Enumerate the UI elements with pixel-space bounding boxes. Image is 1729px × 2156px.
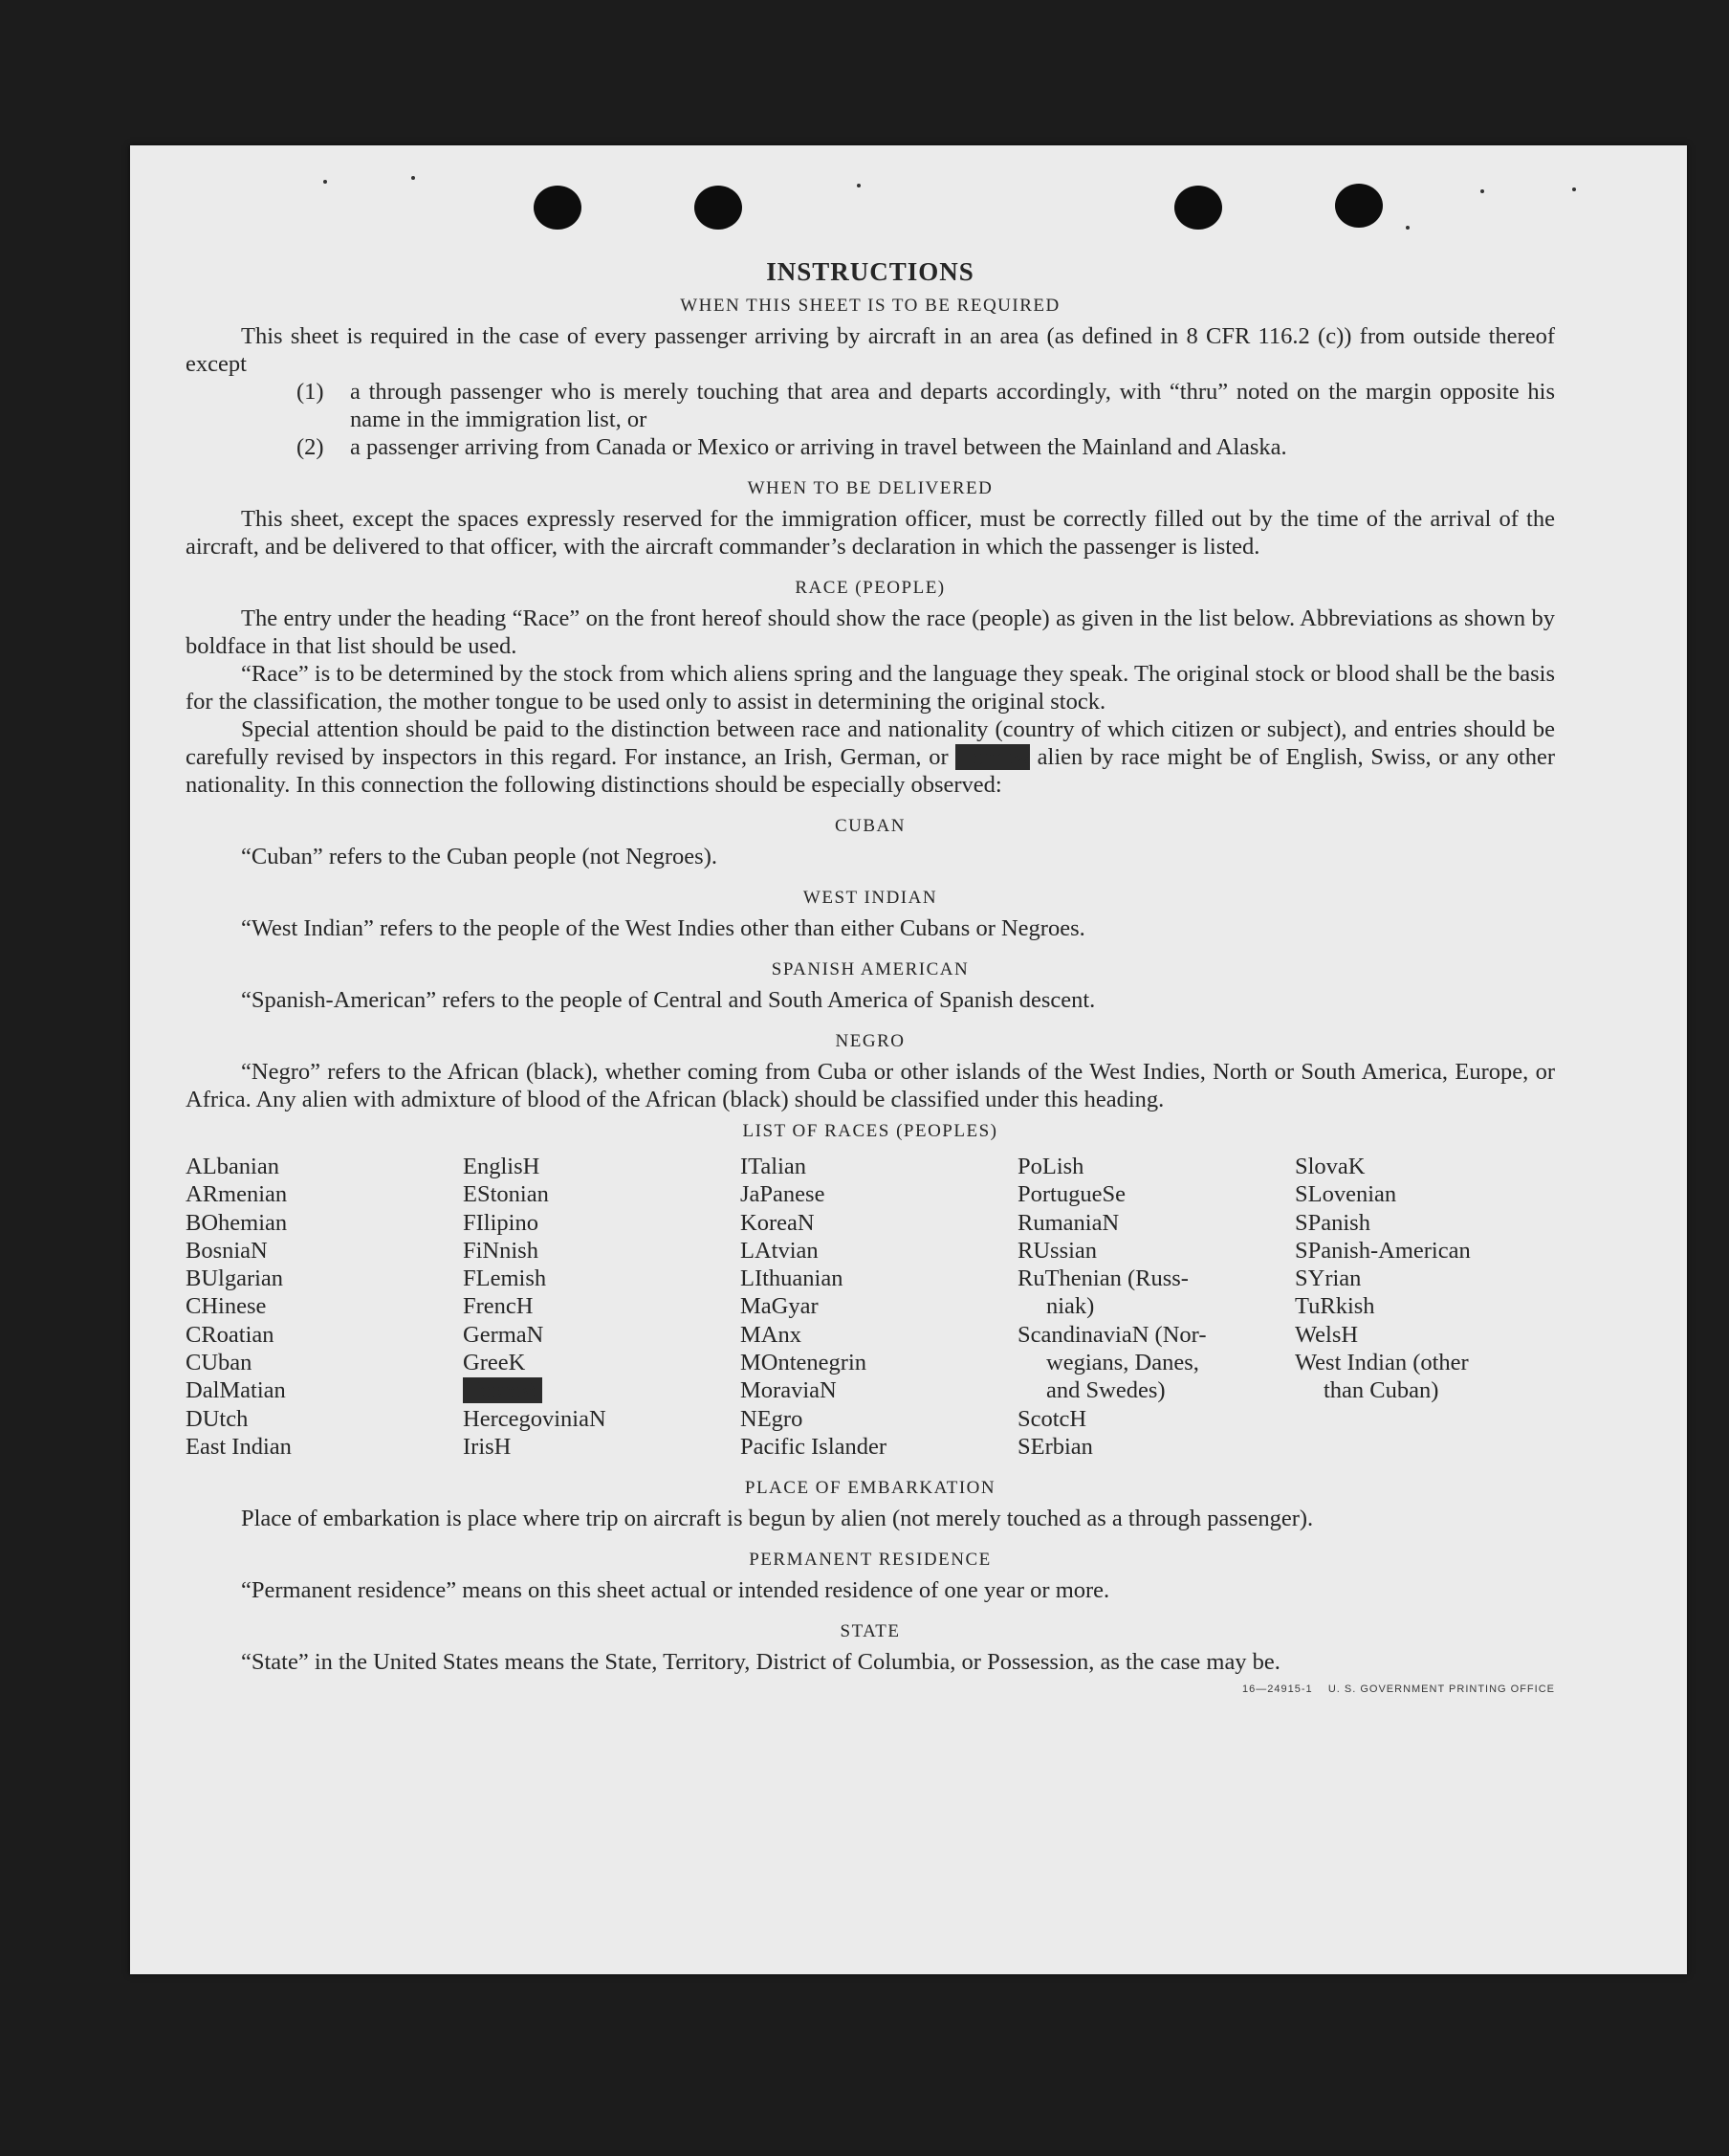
paragraph: The entry under the heading “Race” on the front hereof should show the race (people) as given in the list below. Abbreviations as shown by boldface in that list should be used. <box>186 605 1555 659</box>
race-entry: MaGyar <box>740 1293 819 1320</box>
document-sheet <box>130 145 1687 1974</box>
section-heading: NEGRO <box>835 1031 906 1051</box>
race-entry: MoraviaN <box>740 1377 837 1404</box>
print-footer <box>186 1676 1555 1704</box>
race-entry: CHinese <box>186 1293 267 1320</box>
punch-hole <box>534 186 581 230</box>
race-entry: FiNnish <box>463 1237 538 1264</box>
race-entry: FIlipino <box>463 1209 538 1236</box>
speck <box>411 176 415 180</box>
race-entry-continuation: niak) <box>1046 1293 1095 1320</box>
section-heading: LIST OF RACES (PEOPLES) <box>742 1121 998 1141</box>
race-entry: DalMatian <box>186 1377 286 1404</box>
race-entry: BOhemian <box>186 1209 288 1236</box>
struck-out-word: Hebrew <box>955 744 1030 770</box>
speck <box>857 184 861 187</box>
race-entry: RUssian <box>1018 1237 1098 1264</box>
race-entry: LAtvian <box>740 1237 819 1264</box>
paragraph: “Negro” refers to the African (black), whether coming from Cuba or other islands of the West Indies, North or South America, Europe, or Africa. Any alien with admixture of blood of the African (black) should be classified under this heading. <box>186 1059 1555 1112</box>
race-entry: KoreaN <box>740 1209 815 1236</box>
paragraph-text: Special attention should be paid to the distinction between race and nationality (country of which citizen or subject), and entries should be carefully revised by inspectors in this regard. For instance, an Irish, German, or <box>186 716 1555 770</box>
list-item <box>296 433 1555 461</box>
race-entry: ARmenian <box>186 1181 288 1208</box>
race-entry: GreeK <box>463 1350 526 1376</box>
race-entry: SLovenian <box>1295 1181 1397 1208</box>
race-entry: FrencH <box>463 1293 534 1320</box>
race-entry-struck <box>463 1376 740 1404</box>
race-entry: SPanish <box>1295 1209 1370 1236</box>
item-text: a through passenger who is merely touching that area and departs accordingly, with “thru” noted on the margin opposite his name in the immigration list, or <box>350 379 1555 432</box>
section-heading: STATE <box>840 1621 901 1642</box>
race-entry: EnglisH <box>463 1154 540 1179</box>
race-column <box>740 1153 1018 1461</box>
paragraph: “Permanent residence” means on this sheet actual or intended residence of one year or more. <box>241 1577 1110 1604</box>
race-column <box>186 1153 463 1461</box>
page-title: INSTRUCTIONS <box>766 257 974 286</box>
race-entry: ScandinaviaN (Nor- <box>1018 1321 1207 1348</box>
race-entry: West Indian (other <box>1295 1350 1469 1376</box>
race-entry: ScotcH <box>1018 1405 1087 1432</box>
section-heading: WHEN THIS SHEET IS TO BE REQUIRED <box>680 296 1061 316</box>
punch-hole <box>1335 184 1383 228</box>
paragraph: “Race” is to be determined by the stock from which aliens spring and the language they speak. The original stock or blood shall be the basis for the classification, the mother tongue to be used only to assist in determining the original stock. <box>186 661 1555 715</box>
race-entry: LIthuanian <box>740 1265 843 1292</box>
race-list <box>186 1153 1555 1461</box>
race-entry: IrisH <box>463 1433 512 1460</box>
section-heading: WEST INDIAN <box>802 888 938 908</box>
race-entry: SlovaK <box>1295 1154 1366 1179</box>
form-number: 16—24915-1 <box>1242 1683 1313 1696</box>
race-entry: BosniaN <box>186 1237 268 1264</box>
section-heading: CUBAN <box>834 816 906 836</box>
race-entry: EStonian <box>463 1181 549 1208</box>
paragraph-text: alien by race might be of English, Swiss, or any other nationality. In this connection the following distinctions should be especially observed: <box>186 744 1556 798</box>
race-entry: Pacific Islander <box>740 1433 887 1460</box>
race-entry: SYrian <box>1295 1265 1362 1292</box>
race-entry: ALbanian <box>186 1154 279 1179</box>
race-entry: PoLish <box>1018 1154 1084 1179</box>
section-heading: PERMANENT RESIDENCE <box>749 1550 992 1571</box>
punch-hole <box>1174 186 1222 230</box>
race-entry: ITalian <box>740 1154 807 1179</box>
race-entry: CUban <box>186 1350 252 1376</box>
race-entry: MAnx <box>740 1321 801 1348</box>
race-column <box>1295 1153 1555 1461</box>
punch-hole <box>694 186 742 230</box>
race-entry: PortugueSe <box>1018 1181 1126 1208</box>
race-entry: East Indian <box>186 1433 292 1460</box>
race-entry: RumaniaN <box>1018 1209 1120 1236</box>
race-entry: CRoatian <box>186 1321 274 1348</box>
race-entry: NEgro <box>740 1405 803 1432</box>
race-column <box>1018 1153 1295 1461</box>
section-heading: RACE (PEOPLE) <box>795 578 946 598</box>
race-entry: HercegoviniaN <box>463 1405 606 1432</box>
printer-name: U. S. GOVERNMENT PRINTING OFFICE <box>1327 1683 1555 1696</box>
item-number: (1) <box>296 379 324 405</box>
race-entry: JaPanese <box>740 1181 825 1208</box>
speck <box>1572 187 1576 191</box>
race-entry-continuation: wegians, Danes, <box>1046 1350 1199 1376</box>
speck <box>1480 189 1484 193</box>
item-number: (2) <box>296 434 324 460</box>
paragraph: “Cuban” refers to the Cuban people (not Negroes). <box>241 844 717 869</box>
race-entry: SPanish-American <box>1295 1237 1471 1264</box>
paragraph <box>186 715 1555 799</box>
printer-imprint <box>1242 1676 1555 1704</box>
section-heading: SPANISH AMERICAN <box>771 959 970 979</box>
item-text: a passenger arriving from Canada or Mexico or arriving in travel between the Mainland and Alaska. <box>350 434 1287 460</box>
race-entry: SErbian <box>1018 1433 1093 1460</box>
paragraph: This sheet is required in the case of every passenger arriving by aircraft in an area (as defined in 8 CFR 116.2 (c)) from outside thereof except <box>186 323 1555 377</box>
paragraph: “State” in the United States means the State, Territory, District of Columbia, or Possession, as the case may be. <box>241 1649 1280 1676</box>
race-column <box>463 1153 740 1461</box>
race-entry: TuRkish <box>1295 1293 1375 1320</box>
instructions-content <box>186 258 1555 1704</box>
race-entry-continuation: and Swedes) <box>1046 1377 1166 1404</box>
paragraph: “Spanish-American” refers to the people of Central and South America of Spanish descent. <box>241 987 1096 1013</box>
race-entry: DUtch <box>186 1405 249 1432</box>
paragraph: This sheet, except the spaces expressly reserved for the immigration officer, must be correctly filled out by the time of the arrival of the aircraft, and be delivered to that officer, with the aircraft commander’s declaration in which the passenger is listed. <box>186 506 1555 560</box>
speck <box>323 180 327 184</box>
race-entry: BUlgarian <box>186 1265 284 1292</box>
race-entry-continuation: than Cuban) <box>1324 1377 1439 1404</box>
race-entry: RuThenian (Russ- <box>1018 1265 1189 1292</box>
speck <box>1406 226 1410 230</box>
race-entry: GermaN <box>463 1321 544 1348</box>
section-heading: WHEN TO BE DELIVERED <box>747 478 994 498</box>
race-entry: WelsH <box>1295 1321 1359 1348</box>
list-item <box>296 378 1555 433</box>
paragraph: “West Indian” refers to the people of the West Indies other than either Cubans or Negroes. <box>241 915 1085 941</box>
section-heading: PLACE OF EMBARKATION <box>744 1478 996 1499</box>
struck-out-word: HebreW <box>463 1377 542 1404</box>
race-entry: FLemish <box>463 1265 547 1292</box>
paragraph: Place of embarkation is place where trip on aircraft is begun by alien (not merely touched as a through passenger). <box>241 1506 1314 1532</box>
race-entry: MOntenegrin <box>740 1350 866 1376</box>
